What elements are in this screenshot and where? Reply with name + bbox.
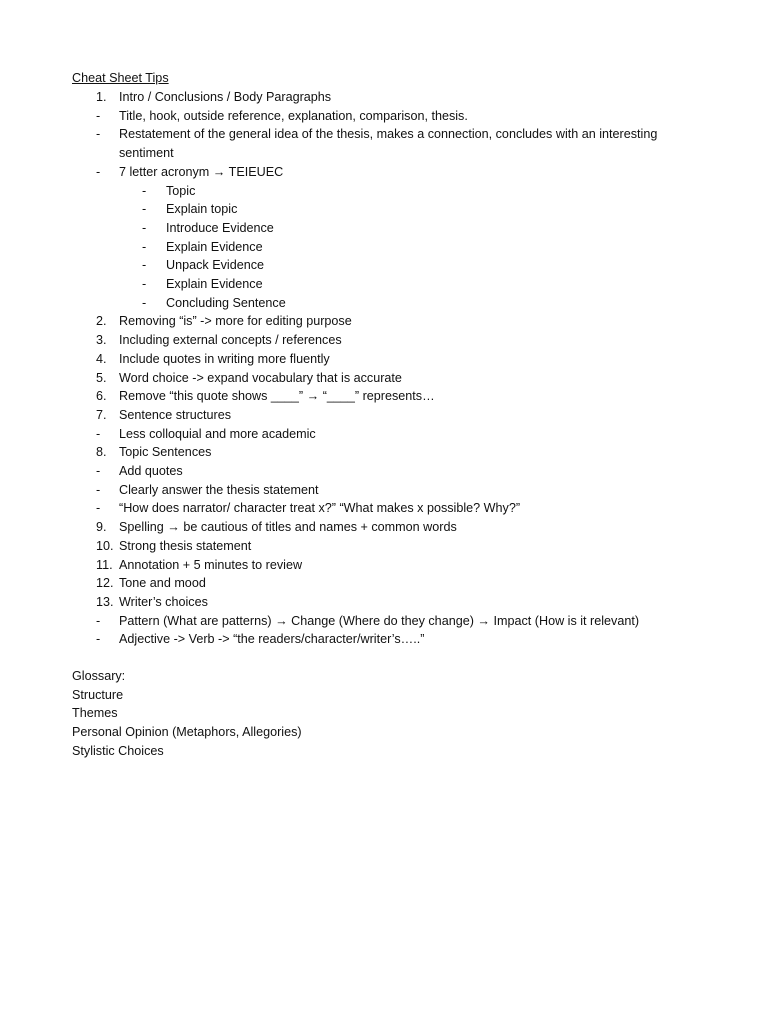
list-item-text: Adjective -> Verb -> “the readers/character/writer’s…..”	[119, 632, 425, 647]
list-marker: 4.	[96, 351, 107, 366]
list-item	[72, 630, 712, 649]
list-item-text: Add quotes	[119, 464, 183, 479]
list-item	[72, 425, 712, 444]
list-marker: 2.	[96, 314, 107, 329]
list-item-text: Unpack Evidence	[166, 258, 265, 273]
list-item-text: Title, hook, outside reference, explanation, comparison, thesis.	[119, 108, 468, 123]
list-item-text: Remove “this quote shows ____” → “____” represents…	[119, 389, 435, 404]
list-item	[72, 462, 712, 481]
list-item-text: Explain Evidence	[166, 239, 263, 254]
section-gap	[72, 649, 712, 667]
list-item	[72, 481, 712, 500]
list-item-text: Restatement of the general idea of the thesis, makes a connection, concludes with an interesting sentiment	[119, 127, 658, 161]
list-item	[72, 574, 712, 593]
list-marker: -	[96, 108, 101, 123]
list-item	[72, 88, 712, 107]
document-title: Cheat Sheet Tips	[72, 71, 169, 85]
list-item	[72, 238, 712, 257]
list-item	[72, 593, 712, 612]
glossary-entry: Themes	[72, 706, 118, 721]
list-item	[72, 294, 712, 313]
list-item-text: Explain topic	[166, 202, 238, 217]
list-item-text: Intro / Conclusions / Body Paragraphs	[119, 90, 332, 104]
glossary-entry: Stylistic Choices	[72, 743, 164, 758]
glossary-entry: Personal Opinion (Metaphors, Allegories)	[72, 725, 302, 740]
list-marker: -	[96, 127, 101, 142]
list-item	[72, 556, 712, 575]
list-marker: -	[96, 482, 101, 497]
list-item	[72, 612, 712, 631]
list-item	[72, 107, 712, 126]
list-marker: 11.	[96, 557, 113, 572]
list-marker: -	[96, 426, 101, 441]
list-marker: 10.	[96, 538, 114, 553]
list-marker: -	[142, 202, 147, 217]
list-marker: -	[142, 239, 147, 254]
list-marker: -	[96, 501, 101, 516]
list-item	[72, 219, 712, 238]
list-item-text: Pattern (What are patterns) → Change (Where do they change) → Impact (How is it relevant)	[119, 613, 640, 628]
list-item	[72, 200, 712, 219]
list-marker: 5.	[96, 370, 107, 385]
list-item-text: Writer’s choices	[119, 594, 208, 609]
list-item-text: Explain Evidence	[166, 277, 263, 292]
list-item-text: Removing “is” -> more for editing purpose	[119, 314, 352, 329]
list-marker: -	[96, 632, 101, 647]
list-item-text: Including external concepts / references	[119, 333, 342, 348]
list-marker: 9.	[96, 520, 107, 535]
list-item	[72, 350, 712, 369]
list-marker: 3.	[96, 333, 107, 348]
list-item	[72, 518, 712, 537]
list-item	[72, 406, 712, 425]
list-item	[72, 256, 712, 275]
list-marker: 7.	[96, 407, 107, 422]
list-item	[72, 182, 712, 201]
list-marker: -	[142, 220, 147, 235]
list-marker: 1.	[96, 90, 107, 104]
glossary-entry: Structure	[72, 687, 124, 702]
list-item-text: “How does narrator/ character treat x?” “What makes x possible? Why?”	[119, 501, 521, 516]
list-item-text: Concluding Sentence	[166, 295, 286, 310]
list-marker: 13.	[96, 594, 114, 609]
list-item	[72, 125, 712, 162]
list-item-text: Introduce Evidence	[166, 220, 274, 235]
list-item	[72, 369, 712, 388]
list-item-text: Topic Sentences	[119, 445, 212, 460]
list-item	[72, 499, 712, 518]
list-item-text: Tone and mood	[119, 576, 206, 591]
list-item	[72, 275, 712, 294]
list-item	[72, 443, 712, 462]
list-marker: -	[142, 277, 147, 292]
list-item	[72, 537, 712, 556]
list-item	[72, 331, 712, 350]
glossary-heading: Glossary:	[72, 669, 126, 684]
list-item-text: Include quotes in writing more fluently	[119, 351, 330, 366]
list-item-text: Topic	[166, 183, 196, 198]
list-marker: 8.	[96, 445, 107, 460]
list-item-text: Clearly answer the thesis statement	[119, 482, 319, 497]
list-marker: 12.	[96, 576, 114, 591]
list-item	[72, 312, 712, 331]
list-item	[72, 387, 712, 406]
list-marker: -	[142, 295, 147, 310]
list-item-text: Less colloquial and more academic	[119, 426, 316, 441]
list-item-text: Annotation + 5 minutes to review	[119, 557, 303, 572]
glossary-section	[72, 667, 712, 760]
list-marker: -	[96, 613, 101, 628]
document-body	[72, 69, 712, 761]
list-item-text: 7 letter acronym → TEIEUEC	[119, 164, 284, 179]
list-item	[72, 163, 712, 182]
list-marker: -	[142, 258, 147, 273]
list-marker: 6.	[96, 389, 107, 404]
list-marker: -	[142, 183, 147, 198]
list-item-text: Spelling → be cautious of titles and names + common words	[119, 520, 457, 535]
list-marker: -	[96, 164, 101, 179]
list-marker: -	[96, 464, 101, 479]
list-item-text: Word choice -> expand vocabulary that is accurate	[119, 370, 402, 385]
tips-list	[72, 88, 712, 649]
list-item-text: Strong thesis statement	[119, 538, 252, 553]
list-item-text: Sentence structures	[119, 407, 232, 422]
